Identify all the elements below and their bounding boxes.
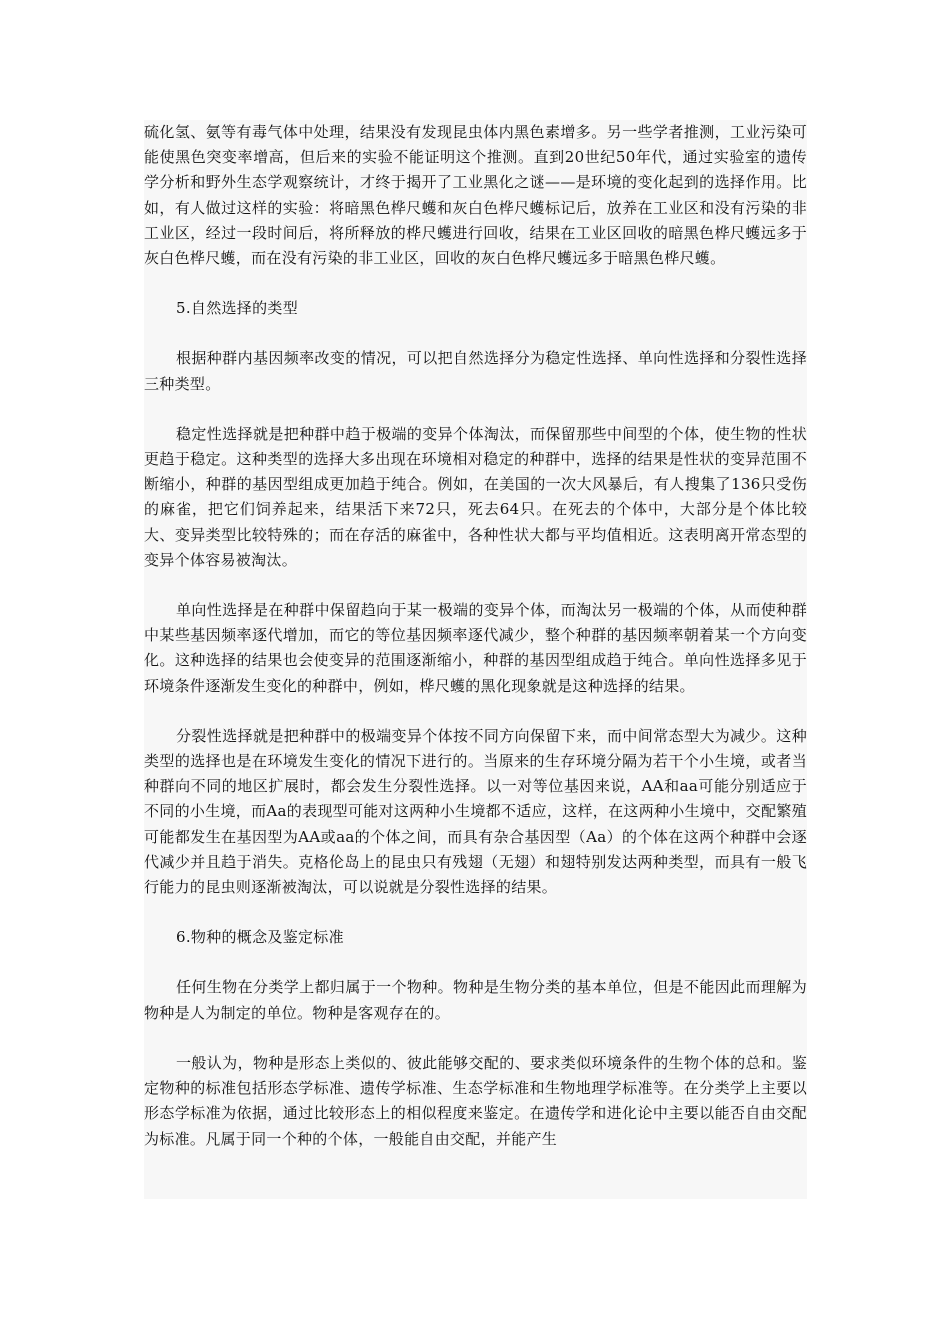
section-5-heading: 5.自然选择的类型	[176, 299, 299, 318]
paragraph-spacer	[144, 900, 807, 925]
section-5-paragraph-3: 单向性选择是在种群中保留趋向于某一极端的变异个体，而淘汰另一极端的个体，从而使种群中某些基因频率逐代增加，而它的等位基因频率逐代减少，整个种群的基因频率朝着某一个方向变化。这种选择的结果也会使变异的范围逐渐缩小，种群的基因型组成趋于纯合。单向性选择多见于环境条件逐渐发生变化的种群中，例如，桦尺蠖的黑化现象就是这种选择的结果。	[144, 601, 807, 695]
section-6-heading: 6.物种的概念及鉴定标准	[176, 928, 344, 947]
section-5-paragraph-1: 根据种群内基因频率改变的情况，可以把自然选择分为稳定性选择、单向性选择和分裂性选择三种类型。	[144, 349, 807, 393]
paragraph-spacer	[144, 397, 807, 422]
section-5-paragraph-2: 稳定性选择就是把种群中趋于极端的变异个体淘汰，而保留那些中间型的个体，使生物的性状更趋于稳定。这种类型的选择大多出现在环境相对稳定的种群中，选择的结果是性状的变异范围不断缩小，种群的基因型组成更加趋于纯合。例如，在美国的一次大风暴后，有人搜集了136只受伤的麻雀，把它们饲养起来，结果活下来72只，死去64只。在死去的个体中，大部分是个体比较大、变异类型比较特殊的；而在存活的麻雀中，各种性状大都与平均值相近。这表明离开常态型的变异个体容易被淘汰。	[144, 424, 807, 569]
paragraph-spacer	[144, 699, 807, 724]
paragraph-spacer	[144, 573, 807, 598]
paragraph-spacer	[144, 1026, 807, 1051]
paragraph-spacer	[144, 321, 807, 346]
paragraph-spacer	[144, 950, 807, 975]
document-body	[144, 120, 807, 1199]
intro-continuation-paragraph: 硫化氢、氨等有毒气体中处理，结果没有发现昆虫体内黑色素增多。另一些学者推测，工业污染可能使黑色突变率增高，但后来的实验不能证明这个推测。直到20世纪50年代，通过实验室的遗传学分析和野外生态学观察统计，才终于揭开了工业黑化之谜——是环境的变化起到的选择作用。比如，有人做过这样的实验：将暗黑色桦尺蠖和灰白色桦尺蠖标记后，放养在工业区和没有污染的非工业区，经过一段时间后，将所释放的桦尺蠖进行回收，结果在工业区回收的暗黑色桦尺蠖远多于灰白色桦尺蠖，而在没有污染的非工业区，回收的灰白色桦尺蠖远多于暗黑色桦尺蠖。	[144, 123, 807, 268]
paragraph-spacer	[144, 271, 807, 296]
section-5-paragraph-4: 分裂性选择就是把种群中的极端变异个体按不同方向保留下来，而中间常态型大为减少。这种类型的选择也是在环境发生变化的情况下进行的。当原来的生存环境分隔为若干个小生境，或者当种群向不同的地区扩展时，都会发生分裂性选择。以一对等位基因来说，AA和aa可能分别适应于不同的小生境，而Aa的表现型可能对这两种小生境都不适应，这样，在这两种小生境中，交配繁殖可能都发生在基因型为AA或aa的个体之间，而具有杂合基因型（Aa）的个体在这两个种群中会逐代减少并且趋于消失。克格伦岛上的昆虫只有残翅（无翅）和翅特别发达两种类型，而具有一般飞行能力的昆虫则逐渐被淘汰，可以说就是分裂性选择的结果。	[144, 726, 807, 897]
section-6-paragraph-2: 一般认为，物种是形态上类似的、彼此能够交配的、要求类似环境条件的生物个体的总和。鉴定物种的标准包括形态学标准、遗传学标准、生态学标准和生物地理学标准等。在分类学上主要以形态学标准为依据，通过比较形态上的相似程度来鉴定。在遗传学和进化论中主要以能否自由交配为标准。凡属于同一个种的个体，一般能自由交配，并能产生	[144, 1053, 807, 1148]
section-6-paragraph-1: 任何生物在分类学上都归属于一个物种。物种是生物分类的基本单位，但是不能因此而理解为物种是人为制定的单位。物种是客观存在的。	[144, 978, 807, 1022]
